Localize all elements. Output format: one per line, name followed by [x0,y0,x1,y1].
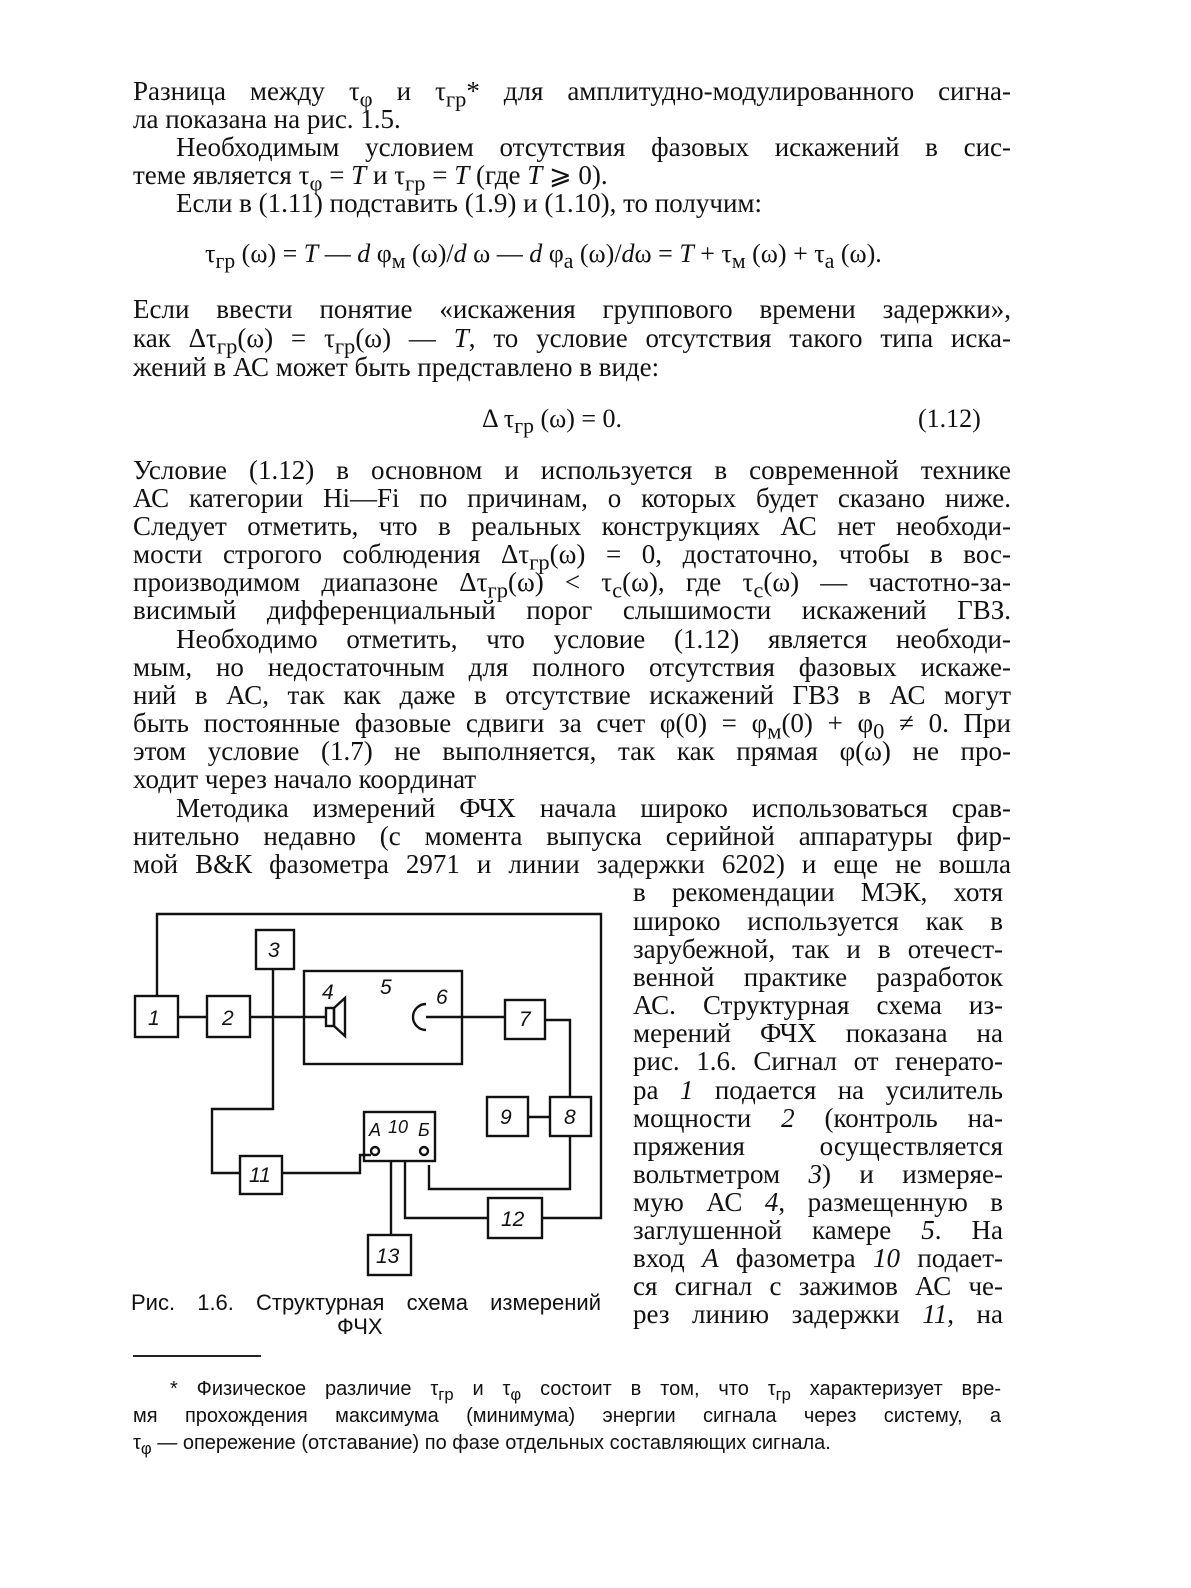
label-3: 3 [268,939,280,962]
text-line: Необходимо отметить, что условие (1.12) является необходи- [176,624,1011,654]
text-line: АС категории Hi—Fi по причинам, о которых будет сказано ниже. [133,483,1011,513]
label-7: 7 [519,1008,531,1031]
text-line: Методика измерений ФЧХ начала широко использоваться срав- [176,793,1011,823]
text-line: нительно недавно (с момента выпуска серийной аппаратуры фир- [133,821,1011,851]
text-line: Если ввести понятие «искажения группового времени задержки», [133,294,1011,324]
text-line: мощности 2 (контроль на- [633,1103,1004,1133]
label-input-b: Б [418,1120,430,1140]
input-a-jack [371,1147,379,1155]
text-line: мерений ФЧХ показана на [633,1018,1003,1048]
text-line: мую АС 4, размещенную в [633,1187,1003,1217]
footnote-line: мя прохождения максимума (минимума) энергии сигнала через систему, а [133,1405,1001,1427]
text-line: ний в АС, так как даже в отсутствие искажений ГВЗ в АС могут [133,680,1011,710]
text-line: мым, но недостаточным для полного отсутствия фазовых искаже- [133,652,1011,682]
label-11: 11 [249,1164,271,1187]
label-1: 1 [148,1007,160,1030]
wire [212,1017,273,1173]
label-10: 10 [388,1117,409,1137]
text-line: этом условие (1.7) не выполняется, так как прямая φ(ω) не про- [133,736,1011,766]
formula-112: Δ $\tau_{гр}$ (ω) = 0. [482,404,623,439]
wire [282,1155,371,1173]
label-12: 12 [501,1208,525,1231]
label-8: 8 [564,1106,576,1129]
text-line: ра 1 подается на усилитель [633,1075,1003,1105]
microphone-6 [413,1004,426,1030]
text-line: Разница между $\tau_\varphi$ и $\tau_{гр}*$ для амплитудно-модулированного сигна- [133,76,1011,112]
text-line: Следует отметить, что в реальных конструкциях АС нет необходи- [133,511,1011,541]
speaker-4-cone [334,998,345,1036]
text-line: производимом диапазоне $\Delta\tau_{гр}(\omega) < \tau_с(\omega)$, где $\tau_с(\omega)$ — частотно-за- [133,567,1011,603]
text-line: рис. 1.6. Сигнал от генерато- [633,1046,1003,1076]
equation-number: (1.12) [918,404,981,433]
text-line: жений в АС может быть представлено в виде: [133,352,660,382]
text-line: заглушенной камере 5. На [633,1215,1004,1245]
text-line: мой В&К фазометра 2971 и линии задержки 6202) и еще не вошла [133,849,1011,879]
figure-caption: Рис. 1.6. Структурная схема измерений [131,1290,601,1315]
text-line: быть постоянные фазовые сдвиги за счет $\varphi(0) = \varphi_м(0) + \varphi_0 \ne 0$. При [133,708,1011,744]
text-line: вход А фазометра 10 подает- [633,1243,1004,1273]
label-input-a: А [369,1120,382,1140]
label-13: 13 [376,1245,400,1268]
text-line: ла показана на рис. 1.5. [133,104,401,134]
label-5: 5 [380,976,392,999]
text-line: ходит через начало координат [133,764,477,794]
text-line: вольтметром 3) и измеряе- [633,1159,1003,1189]
text-line: пряжения осуществляется [633,1131,1003,1161]
footnote-separator [133,1355,261,1357]
text-line: висимый дифференциальный порог слышимости искажений ГВЗ. [133,595,1011,625]
text-line: в рекомендации МЭК, хотя [633,877,1003,907]
input-b-jack [420,1147,428,1155]
text-line: Если в (1.11) подставить (1.9) и (1.10), то получим: [176,188,762,218]
text-line: АС. Структурная схема из- [633,990,1003,1020]
text-line: ся сигнал с зажимов АС че- [633,1271,1003,1301]
label-2: 2 [222,1007,234,1030]
wire [429,1136,570,1189]
text-line: венной практике разработок [633,962,1003,992]
text-line: как $\Delta\tau_{гр}(\omega) = \tau_{гр}(\omega)$ — T, то условие отсутствия такого типа иска- [133,323,1011,359]
text-line: мости строгого соблюдения $\Delta\tau_{гр}(\omega) = 0$, достаточно, чтобы в вос- [133,539,1011,575]
text-line: широко используется как в [633,906,1003,936]
text-line: теме является $\tau_\varphi = T$ и $\tau_{гр} = T$ (где T ⩾ 0). [133,160,608,196]
text-line: Необходимым условием отсутствия фазовых искажений в сис- [176,132,1011,162]
footnote-line: * Физическое различие $\tau_{гр}$ и $\tau_\varphi$ состоит в том, что $\tau_{гр}$ характеризует вре- [170,1378,1002,1404]
wire [545,1020,570,1097]
label-9: 9 [500,1106,512,1129]
footnote-line: $\tau_\varphi$ — опережение (отставание) по фазе отдельных составляющих сигнала. [133,1432,831,1458]
formula-group-delay: $\tau_{гр}$ (ω) = T — d $\varphi_м$ (ω)/d ω — d $\varphi_а$ $(\omega)/d\omega = T + \tau_м$ $(\omega) + \tau_а$ (ω). [205,239,882,274]
text-line: Условие (1.12) в основном и используется в современной технике [133,455,1011,485]
label-4: 4 [322,981,334,1004]
figure-caption-line2: ФЧХ [337,1314,383,1339]
text-line: рез линию задержки 11, на [633,1299,1003,1329]
label-6: 6 [436,986,448,1009]
text-line: зарубежной, так и в отечест- [633,934,1003,964]
